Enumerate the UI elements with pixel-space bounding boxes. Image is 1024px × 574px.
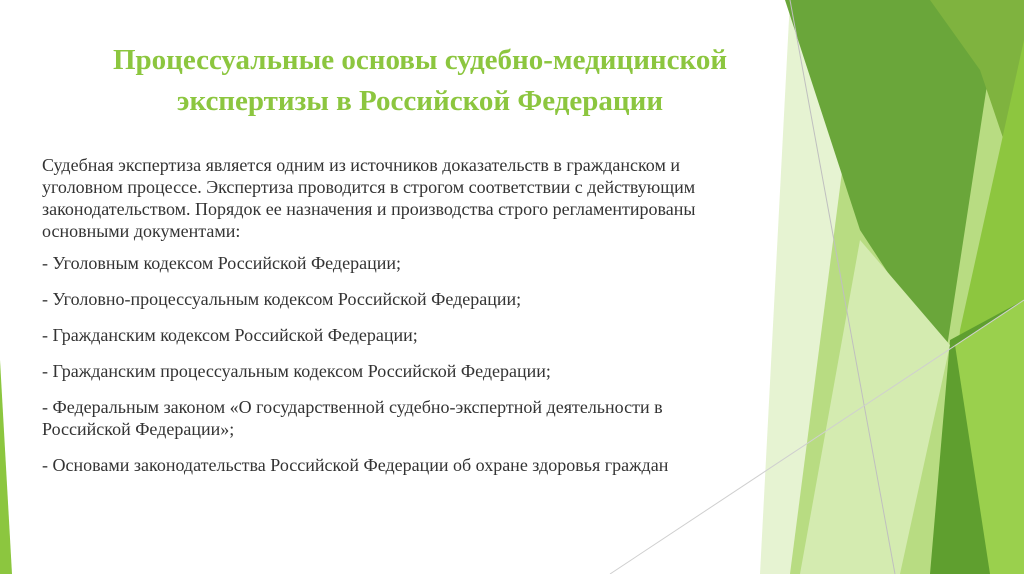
title-line-2: экспертизы в Российской Федерации (176, 85, 664, 117)
list-item: - Гражданским кодексом Российской Федерации; (42, 325, 418, 345)
list-item: - Уголовно-процессуальным кодексом Российской Федерации; (42, 289, 522, 309)
list-item: - Гражданским процессуальным кодексом Российской Федерации; (42, 361, 551, 381)
left-green-sliver (0, 360, 12, 574)
intro-paragraph: Судебная экспертиза является одним из источников доказательств в гражданском и уголовном процессе. Экспертиза проводится в строгом соответствии с действующим законодательством. Порядок ее назначения и производства строго регламентированы основными документами: (42, 155, 696, 241)
list-item: - Уголовным кодексом Российской Федерации; (42, 253, 401, 273)
slide-body (42, 154, 702, 476)
list-item: - Основами законодательства Российской Федерации об охране здоровья граждан (42, 455, 669, 475)
list-item: - Федеральным законом «О государственной судебно-экспертной деятельности в Российской Федерации»; (42, 397, 663, 439)
title-line-1: Процессуальные основы судебно-медицинской (112, 44, 728, 76)
slide-title (40, 40, 800, 122)
